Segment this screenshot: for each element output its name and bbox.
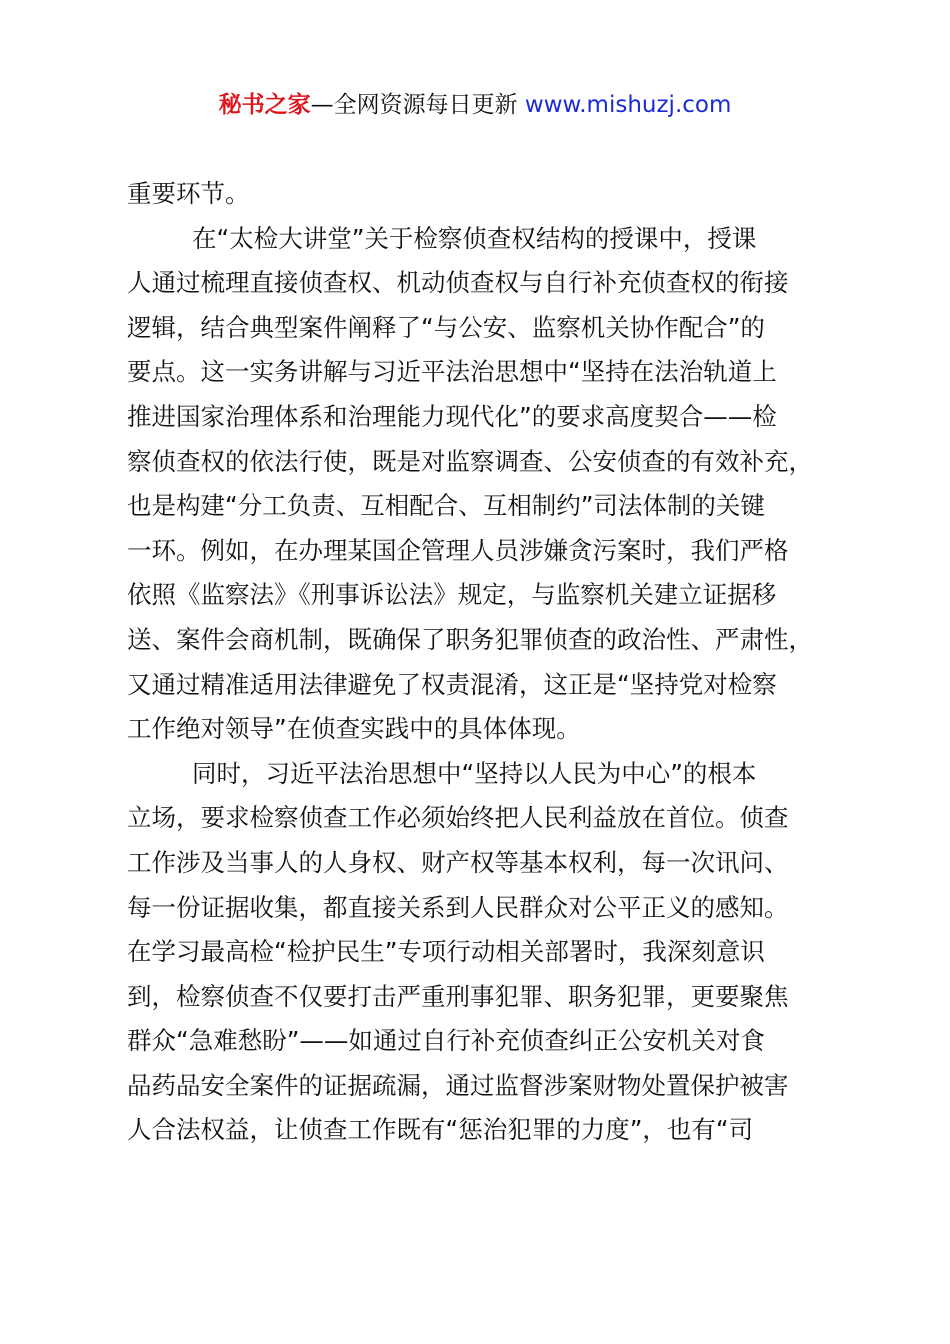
body-line: 每一份证据收集，都直接关系到人民群众对公平正义的感知。 bbox=[127, 892, 789, 922]
header-tagline: —全网资源每日更新 bbox=[310, 92, 518, 118]
body-line: 同时，习近平法治思想中“坚持以人民为中心”的根本 bbox=[192, 758, 757, 788]
body-line: 在“太检大讲堂”关于检察侦查权结构的授课中，授课 bbox=[192, 223, 757, 253]
body-line: 群众“急难愁盼”——如通过自行补充侦查纠正公安机关对食 bbox=[127, 1026, 765, 1056]
body-line: 送、案件会商机制，既确保了职务犯罪侦查的政治性、严肃性， bbox=[127, 624, 813, 654]
body-line: 逻辑，结合典型案件阐释了“与公安、监察机关协作配合”的 bbox=[127, 312, 765, 342]
body-line: 也是构建“分工负责、互相配合、互相制约”司法体制的关键 bbox=[127, 491, 765, 521]
document-body bbox=[127, 172, 827, 1153]
page-header bbox=[0, 88, 950, 122]
body-line: 一环。例如，在办理某国企管理人员涉嫌贪污案时，我们严格 bbox=[127, 535, 789, 565]
body-line: 重要环节。 bbox=[127, 179, 250, 208]
body-line: 察侦查权的依法行使，既是对监察调查、公安侦查的有效补充， bbox=[127, 446, 813, 476]
body-line: 要点。这一实务讲解与习近平法治思想中“坚持在法治轨道上 bbox=[127, 357, 777, 387]
body-line: 在学习最高检“检护民生”专项行动相关部署时，我深刻意识 bbox=[127, 937, 765, 967]
body-line: 工作绝对领导”在侦查实践中的具体体现。 bbox=[127, 714, 581, 744]
body-line: 人合法权益，让侦查工作既有“惩治犯罪的力度”，也有“司 bbox=[127, 1115, 754, 1145]
body-line: 到，检察侦查不仅要打击严重刑事犯罪、职务犯罪，更要聚焦 bbox=[127, 981, 789, 1011]
body-line: 又通过精准适用法律避免了权责混淆，这正是“坚持党对检察 bbox=[127, 669, 777, 699]
body-line: 推进国家治理体系和治理能力现代化”的要求高度契合——检 bbox=[127, 401, 777, 431]
body-line: 人通过梳理直接侦查权、机动侦查权与自行补充侦查权的衔接 bbox=[127, 268, 789, 298]
body-line: 依照《监察法》《刑事诉讼法》规定，与监察机关建立证据移 bbox=[127, 580, 777, 610]
body-line: 品药品安全案件的证据疏漏，通过监督涉案财物处置保护被害 bbox=[127, 1070, 789, 1100]
header-url[interactable]: www.mishuzj.com bbox=[517, 92, 732, 118]
body-line: 立场，要求检察侦查工作必须始终把人民利益放在首位。侦查 bbox=[127, 803, 789, 833]
header-brand: 秘书之家 bbox=[218, 92, 311, 118]
body-line: 工作涉及当事人的人身权、财产权等基本权利，每一次讯问、 bbox=[127, 847, 789, 877]
